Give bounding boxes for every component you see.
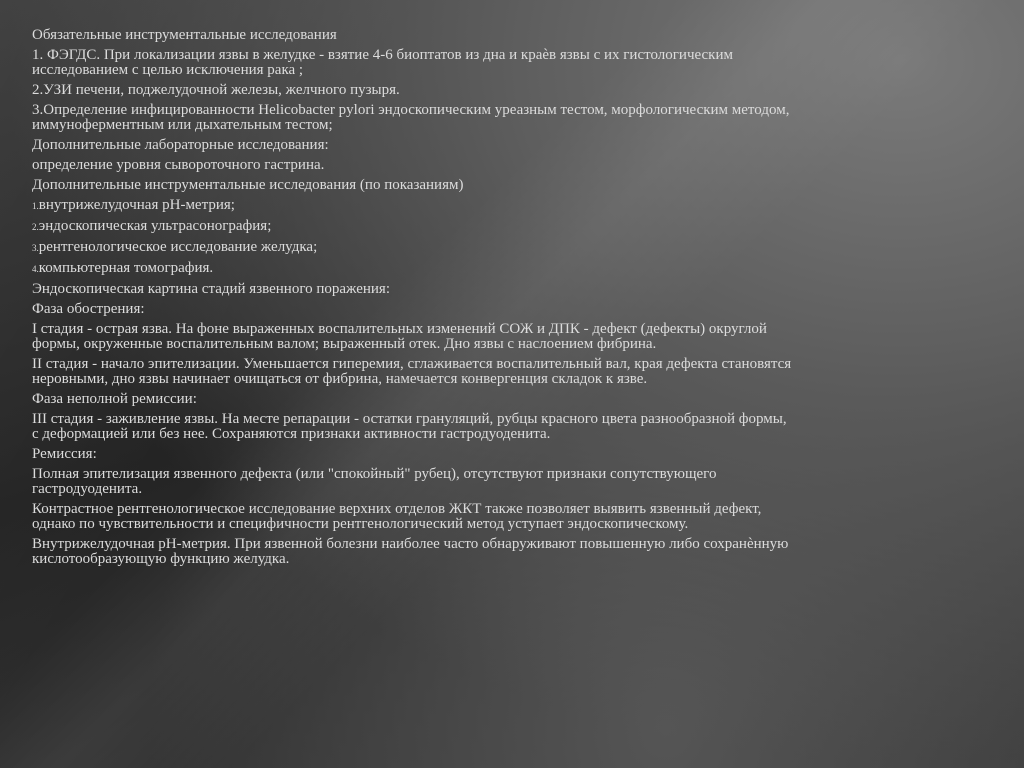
list-number: 4. — [32, 264, 39, 274]
paragraph-text: Контрастное рентгенологическое исследование верхних отделов ЖКТ также позволяет выявить язвенный дефект, однако по чувствительности и специфичности рентгенологический метод уступает эндоскопическому. — [32, 501, 762, 532]
paragraph-text: Дополнительные инструментальные исследования (по показаниям) — [32, 177, 464, 193]
slide-text-body — [32, 28, 792, 572]
list-item-xray — [32, 240, 792, 256]
paragraph-remission — [32, 467, 792, 497]
paragraph-fegds — [32, 48, 792, 78]
paragraph-text: Эндоскопическая картина стадий язвенного поражения: — [32, 281, 390, 297]
paragraph-text: II стадия - начало эпителизации. Уменьшается гиперемия, сглаживается воспалительный вал, края дефекта становятся неровными, дно язвы начинает очищаться от фибрина, намечается конвергенция складок к язве. — [32, 356, 792, 387]
paragraph-text: определение уровня сывороточного гастрина. — [32, 157, 325, 173]
list-number: 2. — [32, 222, 39, 232]
paragraph-exacerbation-phase — [32, 302, 792, 317]
paragraph-incomplete-remission-phase — [32, 392, 792, 407]
paragraph-ph-metry — [32, 537, 792, 567]
paragraph-text: 1. ФЭГДС. При локализации язвы в желудке - взятие 4-6 биоптатов из дна и краѐв язвы с их гистологическим исследованием с целью исключения рака ; — [32, 47, 733, 78]
paragraph-text: Полная эпителизация язвенного дефекта (или "спокойный" рубец), отсутствуют признаки сопутствующего гастродуоденита. — [32, 466, 717, 497]
paragraph-text: Дополнительные лабораторные исследования: — [32, 137, 329, 153]
paragraph-gastrin — [32, 158, 792, 173]
paragraph-stage-1 — [32, 322, 792, 352]
paragraph-text: Фаза неполной ремиссии: — [32, 391, 197, 407]
list-item-endosonography — [32, 219, 792, 235]
paragraph-text: III стадия - заживление язвы. На месте репарации - остатки грануляций, рубцы красного цвета разнообразной формы, с деформацией или без нее. Сохраняются признаки активности гастродуоденита. — [32, 411, 787, 442]
paragraph-required-tests-heading — [32, 28, 792, 43]
paragraph-text: 3.Определение инфицированности Helicobacter pylori эндоскопическим уреазным тестом, морфологическим методом, иммуноферментным или дыхательным тестом; — [32, 102, 790, 133]
paragraph-helicobacter — [32, 103, 792, 133]
paragraph-additional-tests-heading — [32, 178, 792, 193]
paragraph-text: Ремиссия: — [32, 446, 97, 462]
paragraph-text: Фаза обострения: — [32, 301, 145, 317]
list-item-ct — [32, 261, 792, 277]
list-number: 3. — [32, 243, 39, 253]
paragraph-remission-heading — [32, 447, 792, 462]
paragraph-text: 2.УЗИ печени, поджелудочной железы, желчного пузыря. — [32, 82, 400, 98]
list-item-ph-metry — [32, 198, 792, 214]
paragraph-text: внутрижелудочная рН-метрия; — [38, 197, 235, 213]
paragraph-stage-2 — [32, 357, 792, 387]
paragraph-text: I стадия - острая язва. На фоне выраженных воспалительных изменений СОЖ и ДПК - дефект (дефекты) округлой формы, окруженные воспалительным валом; выраженный отек. Дно язвы с наслоением фибрина. — [32, 321, 767, 352]
paragraph-text: Обязательные инструментальные исследования — [32, 27, 337, 43]
paragraph-lab-tests-heading — [32, 138, 792, 153]
paragraph-contrast-xray — [32, 502, 792, 532]
paragraph-stage-3 — [32, 412, 792, 442]
paragraph-text: эндоскопическая ультрасонография; — [38, 218, 272, 234]
paragraph-ultrasound — [32, 83, 792, 98]
paragraph-text: компьютерная томография. — [38, 260, 214, 276]
paragraph-text: рентгенологическое исследование желудка; — [38, 239, 318, 255]
list-number: 1. — [32, 201, 39, 211]
paragraph-text: Внутрижелудочная рН-метрия. При язвенной болезни наиболее часто обнаруживают повышенную либо сохранѐнную кислотообразующую функцию желудка. — [32, 536, 789, 567]
paragraph-endoscopic-stages-heading — [32, 282, 792, 297]
